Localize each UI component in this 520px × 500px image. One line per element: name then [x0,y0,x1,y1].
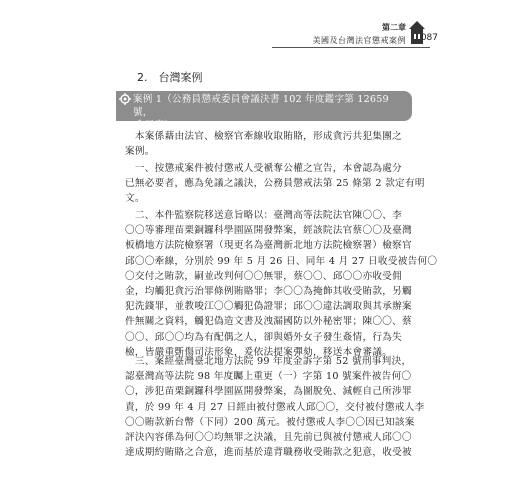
text-line: 二、本件監察院移送意旨略以：臺灣高等法院法官陳〇〇、李 [125,210,403,221]
paragraph-two [125,208,437,360]
text-line: 已無必要者，應為免議之議決，公務員懲戒法第 25 條第 2 款定有明 [125,178,425,190]
text-line: 本案係藉由法官、檢察官牽線收取賄賂，形成貪污共犯集團之 [125,131,403,142]
text-line: 〇，涉犯苗栗銅鑼科學園區開發弊案，為圖脫免、減輕自己所涉罪 [125,386,412,398]
text-line: 檢，皆嚴重斲傷司法形象，爰依法提案彈劾，移送本會審議。 [125,346,393,358]
gear-icon [119,93,131,105]
text-line: 責，於 99 年 4 月 27 日經由被付懲戒人邱〇〇，交付被付懲戒人李 [125,401,425,413]
text-line: 犯洗錢罪，並教唆江〇〇觸犯偽證罪；邱〇〇違法調取與其承辦案 [125,301,412,313]
text-line: 〇交付之賄款，嗣並改判何〇〇無罪，蔡〇〇、邱〇〇亦收受佣 [125,270,403,282]
running-header [262,20,492,56]
text-line: 一、按懲戒案件被付懲戒人受褫奪公權之宣告，本會認為處分 [125,163,403,174]
text-line: 板橋地方法院檢察署（現更名為臺灣新北地方法院檢察署）檢察官 [125,240,412,252]
text-line: 〇〇、邱〇〇均為有配偶之人，卻與婚外女子發生姦情，行為失 [125,331,403,343]
text-line: 金，均觸犯貪污治罪條例賄賂罪；李〇〇為掩飾其收受賄款，另觸 [125,286,412,298]
text-line: 〇〇等審理苗栗銅鑼科學園區開發弊案，經該院法官蔡〇〇及臺灣 [125,225,412,237]
page-number: 087 [420,33,438,43]
text-line: 〇〇賄款新台幣（下同）200 萬元。被付懲戒人李〇〇因已知該案 [125,416,415,428]
paragraph-intro [125,129,402,159]
text-line: 案例。 [125,146,155,158]
case-banner [116,91,412,131]
paragraph-three [125,354,424,460]
header-rule [272,47,430,48]
text-line: 邱〇〇牽線，分別於 99 年 5 月 26 日、同年 4 月 27 日收受被告何〇 [125,255,438,267]
case-title-line: 貪污案） [135,120,175,131]
paragraph-one [125,161,425,207]
text-line: 達成期約賄賂之合意，進而基於違背職務收受賄款之犯意，收受被 [125,447,412,459]
text-line: 三、案經臺灣臺北地方法院 99 年度金訴字第 52 號刑事判決， [125,356,412,367]
text-line: 文。 [125,193,145,205]
case-title-line: 案例 1（公務員懲戒委員會議決書 102 年度鑑字第 12659 號， [133,94,389,118]
text-line: 認臺灣高等法院 98 年度矚上重更（一）字第 10 號案件被告何〇 [125,371,412,383]
chapter-subtitle: 美國及台灣法官懲戒案例 [312,36,406,45]
case-title [133,93,409,132]
chapter-label: 第二章 [382,23,406,32]
text-line: 件無關之資料，觸犯偽造文書及洩漏國防以外秘密罪；陳〇〇、蔡 [125,316,412,328]
section-heading: 2. 台灣案例 [137,71,203,84]
text-line: 評決內容係為何〇〇均無罪之決議，且先前已與被付懲戒人邱〇〇 [125,432,412,444]
